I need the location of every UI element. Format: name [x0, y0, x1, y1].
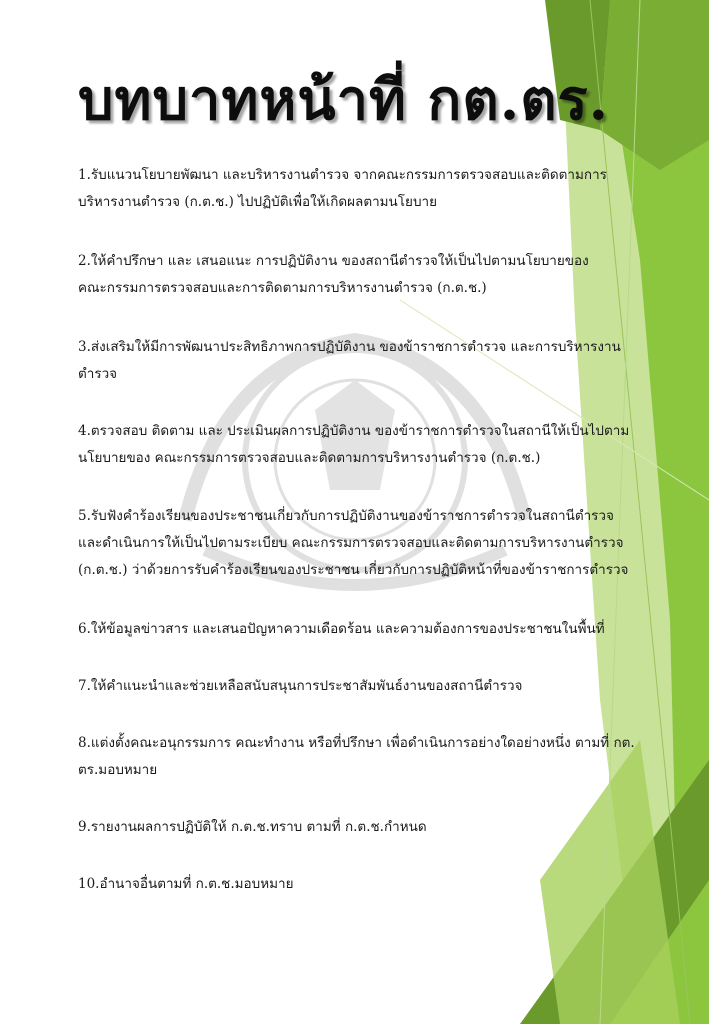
page-title: บทบาทหน้าที่ กต.ตร.: [78, 67, 610, 133]
list-item-line: บริหารงานตำรวจ (ก.ต.ช.) ไปปฏิบัติเพื่อให้เกิดผลตามนโยบาย: [78, 194, 438, 210]
list-item-line: และดำเนินการให้เป็นไปตามระเบียบ คณะกรรมการตรวจสอบและติดตามการบริหารงานตำรวจ: [78, 535, 624, 551]
list-item-line: 5.รับฟังคำร้องเรียนของประชาชนเกี่ยวกับการปฏิบัติงานของข้าราชการตำรวจในสถานีตำรวจ: [78, 508, 614, 524]
list-item: [78, 162, 607, 216]
list-item-line: 4.ตรวจสอบ ติดตาม และ ประเมินผลการปฏิบัติงาน ของข้าราชการตำรวจในสถานีให้เป็นไปตาม: [78, 423, 630, 439]
list-item-line: 10.อำนาจอื่นตามที่ ก.ต.ช.มอบหมาย: [78, 876, 294, 892]
list-item-line: (ก.ต.ช.) ว่าด้วยการรับคำร้องเรียนของประชาชน เกี่ยวกับการปฏิบัติหน้าที่ของข้าราชการตำรวจ: [78, 562, 629, 578]
list-item-line: 1.รับแนวนโยบายพัฒนา และบริหารงานตำรวจ จากคณะกรรมการตรวจสอบและติดตามการ: [78, 167, 607, 183]
list-item: [78, 418, 629, 472]
list-item: [78, 871, 294, 898]
list-item: [78, 814, 427, 841]
list-item-line: 8.แต่งตั้งคณะอนุกรรมการ คณะทำงาน หรือที่ปรึกษา เพื่อดำเนินการอย่างใดอย่างหนึ่ง ตามที่ กต.: [78, 735, 635, 751]
list-item: [78, 730, 635, 784]
list-item: [78, 248, 589, 302]
list-item-line: 6.ให้ข้อมูลข่าวสาร และเสนอปัญหาความเดือดร้อน และความต้องการของประชาชนในพื้นที่: [78, 621, 605, 637]
list-item-line: 7.ให้คำแนะนำและช่วยเหลือสนับสนุนการประชาสัมพันธ์งานของสถานีตำรวจ: [78, 678, 523, 694]
list-item-line: คณะกรรมการตรวจสอบและการติดตามการบริหารงานตำรวจ (ก.ต.ช.): [78, 280, 487, 296]
list-item: [78, 334, 621, 388]
list-item-line: นโยบายของ คณะกรรมการตรวจสอบและติดตามการบริหารงานตำรวจ (ก.ต.ช.): [78, 450, 541, 466]
list-item-line: ตร.มอบหมาย: [78, 762, 158, 778]
list-item-line: 9.รายงานผลการปฏิบัติให้ ก.ต.ช.ทราบ ตามที่ ก.ต.ช.กำหนด: [78, 819, 427, 835]
list-item-line: 3.ส่งเสริมให้มีการพัฒนาประสิทธิภาพการปฏิบัติงาน ของข้าราชการตำรวจ และการบริหารงาน: [78, 339, 621, 355]
list-item: [78, 616, 605, 643]
list-item-line: 2.ให้คำปรึกษา และ เสนอแนะ การปฏิบัติงาน ของสถานีตำรวจให้เป็นไปตามนโยบายของ: [78, 253, 589, 269]
list-item: [78, 503, 628, 584]
list-item-line: ตำรวจ: [78, 366, 118, 382]
list-item: [78, 673, 522, 700]
